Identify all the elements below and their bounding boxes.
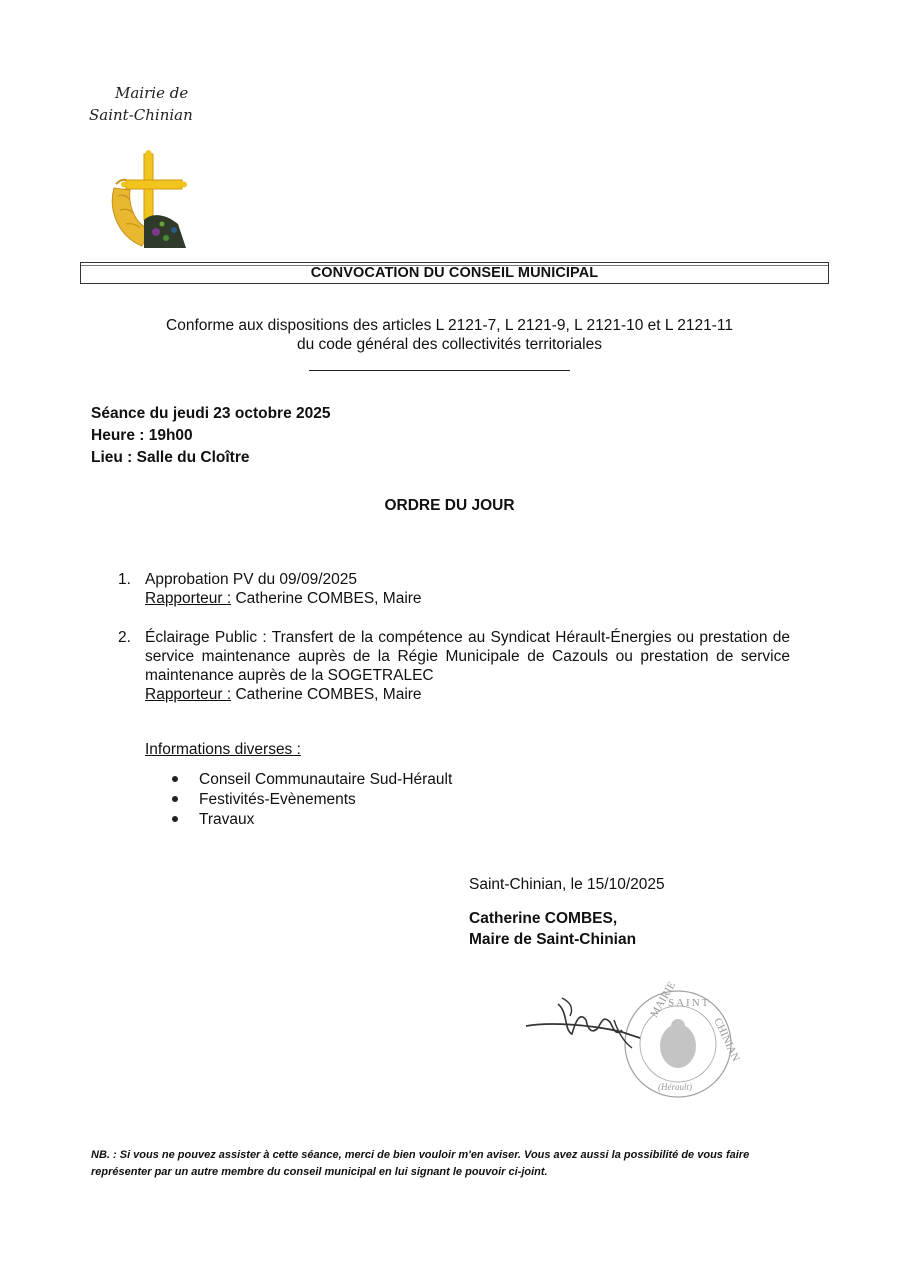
separator-line bbox=[309, 370, 570, 371]
list-item: Travaux bbox=[172, 810, 452, 830]
agenda-item-2-text: Éclairage Public : Transfert de la compétence au Syndicat Hérault-Énergies ou prestation de service maintenance auprès de la Régie Municipale de Cazouls ou prestation de service maintenance auprès de la SOGETRALEC bbox=[145, 629, 790, 684]
list-item: Festivités-Evènements bbox=[172, 790, 452, 810]
footer-note-prefix: NB. : bbox=[91, 1149, 117, 1161]
stamp-ring-text-top: SAINT bbox=[668, 997, 711, 1009]
stamp-bottom-text: (Hérault) bbox=[658, 1082, 692, 1092]
seance-date: Séance du jeudi 23 octobre 2025 bbox=[91, 405, 331, 422]
stamp-ring-text-left: MAIRIE bbox=[648, 979, 679, 1020]
agenda-item-2 bbox=[145, 628, 790, 704]
bullet-icon bbox=[172, 796, 178, 802]
agenda-item-1 bbox=[145, 570, 790, 608]
signatory-role: Maire de Saint-Chinian bbox=[469, 931, 637, 948]
informations-diverses-label: Informations diverses : bbox=[145, 741, 301, 758]
rapporteur-name: Catherine COMBES, Maire bbox=[231, 590, 422, 607]
seance-lieu: Lieu : Salle du Cloître bbox=[91, 449, 250, 466]
legal-reference-line1: Conforme aux dispositions des articles L 2121-7, L 2121-9, L 2121-10 et L 2121-11 bbox=[166, 317, 733, 334]
ordre-du-jour-heading: ORDRE DU JOUR bbox=[384, 497, 515, 514]
stamp-center-figure bbox=[660, 1019, 696, 1068]
seance-heure: Heure : 19h00 bbox=[91, 427, 193, 444]
bullet-icon bbox=[172, 776, 178, 782]
footer-note-text: Si vous ne pouvez assister à cette séance, merci de bien vouloir m'en aviser. Vous avez aussi la possibilité de vous faire représenter par un autre membre du conseil municipal en lui signant le pouvoir ci-joint. bbox=[91, 1149, 750, 1178]
document-title: CONVOCATION DU CONSEIL MUNICIPAL bbox=[310, 265, 599, 281]
agenda-item-2-rapporteur bbox=[145, 685, 790, 704]
agenda-item-number-2: 2. bbox=[118, 629, 131, 646]
stamp-ring-text-right: CHINIAN bbox=[711, 1016, 742, 1064]
rapporteur-name: Catherine COMBES, Maire bbox=[231, 686, 422, 703]
mairie-label-line2: Saint-Chinian bbox=[89, 106, 193, 124]
official-stamp-and-signature bbox=[518, 979, 742, 1102]
mairie-logo bbox=[104, 148, 194, 252]
signatory-name: Catherine COMBES, bbox=[469, 910, 618, 927]
mairie-label-line1: Mairie de bbox=[115, 84, 189, 102]
agenda-item-number-1: 1. bbox=[118, 571, 131, 588]
title-box bbox=[80, 262, 829, 284]
place-and-date: Saint-Chinian, le 15/10/2025 bbox=[469, 876, 665, 893]
list-item: Conseil Communautaire Sud-Hérault bbox=[172, 770, 452, 790]
bullet-icon bbox=[172, 816, 178, 822]
rapporteur-label: Rapporteur : bbox=[145, 686, 232, 703]
informations-list bbox=[172, 770, 452, 830]
footer-note bbox=[91, 1147, 806, 1181]
agenda-item-1-text: Approbation PV du 09/09/2025 bbox=[145, 571, 358, 588]
rapporteur-label: Rapporteur : bbox=[145, 590, 232, 607]
legal-reference-line2: du code général des collectivités territoriales bbox=[297, 336, 602, 353]
agenda-item-1-rapporteur bbox=[145, 589, 790, 608]
